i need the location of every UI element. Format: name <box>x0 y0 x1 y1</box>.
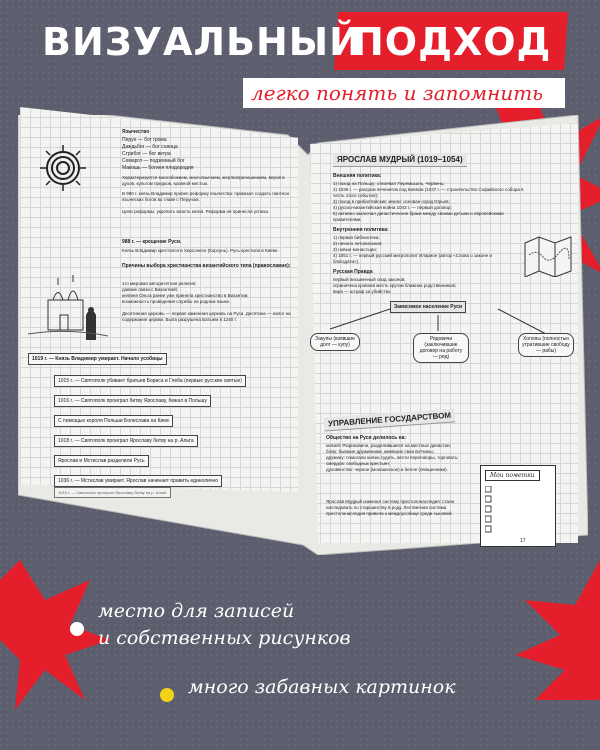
society-item: смердов: свободных крестьян; <box>326 461 390 466</box>
dependents-title: Зависимое население Руси <box>390 301 466 313</box>
society-item: князей: Рюриковичи, разделившиеся на местные династии; <box>326 443 451 448</box>
foreign-item: 1) поход на Польшу: отвоевал Перемышль, Червень; <box>333 181 445 186</box>
reasons-list <box>122 281 292 305</box>
baptism-desc: Князь Владимир крестился в Херсонесе (Корсунь). Русь крестили в Киеве. <box>122 248 279 253</box>
foreign-list <box>333 181 533 223</box>
domestic-item: 2) начало летописания; <box>333 241 383 246</box>
gods-list <box>122 137 272 172</box>
pravda-title: Русская Правда <box>333 269 373 275</box>
succession-text: Ярослав Мудрый изменил систему престолонаследия: стали наследовать по старшинству в роду. Лествичная система престолонаследия привела к междоусобице среди сыновей. <box>326 499 455 516</box>
reform-text-2: Цели реформы: укрепить власть князя. Реформа не принесла успеха. <box>122 209 270 214</box>
domestic-list <box>333 235 513 265</box>
foreign-item: 4) русско-византийская война 1043 г. — первый договор; <box>333 205 452 210</box>
dependents-item: Закупы (взявшие долг — купу) <box>310 333 360 351</box>
domestic-item: 4) 1051 г. — первый русский митрополит Иларион (автор «Слова о законе и благодати»). <box>333 253 492 264</box>
red-burst-left <box>0 560 110 710</box>
gods-item: Макошь — богиня плодородия <box>122 165 194 171</box>
timeline-item: Ярослав и Мстислав разделили Русь <box>54 455 149 467</box>
timeline-item: 1019 г. — Святополк проиграл Ярославу битву на р. Альте <box>54 487 171 498</box>
feature-1-line2: и собственных рисунков <box>98 627 351 649</box>
book-spread <box>18 115 588 555</box>
red-corner-bottom-right <box>505 560 600 700</box>
map-illustration-icon <box>523 233 573 277</box>
society-item: духовенство: черное (монашеское) и белое (священники). <box>326 467 448 472</box>
tithe-church: Десятинная церковь — первая каменная церковь на Руси. Десятина — налог на содержание церкви. Была разрушена Батыем в 1240 г. <box>122 311 291 322</box>
headline-subtitle-box <box>243 78 565 108</box>
checkbox-list-icon <box>485 486 551 542</box>
headline <box>0 0 600 120</box>
gods-item: Семаргл — подземный бог <box>122 158 185 164</box>
reasons-item: это мировая авторитетная религия; <box>122 281 197 286</box>
timeline-item: 1019 г. — Князь Владимир умирает. Начало усобицы <box>28 353 167 365</box>
white-dot-icon <box>70 622 84 636</box>
foreign-item: 5) активно заключал династические браки между своими детьми и европейскими правителями. <box>333 211 504 222</box>
domestic-item: 1) первая библиотека; <box>333 235 380 240</box>
timeline-item: С помощью короля Польши Болеслава на Киев <box>54 415 173 427</box>
society-item: дружину: помогали князю судить, вести переговоры, торговать; <box>326 455 459 460</box>
timeline-item: 1015 г. — Святополк убивает братьев Бориса и Глеба (первые русские святые) <box>54 375 246 387</box>
reform-text: В 980 г. князь Владимир провел реформу язычества: приказал создать пантеон языческих богов во главе с Перуном. <box>122 191 290 202</box>
sun-icon <box>40 145 86 191</box>
paganism-intro: Характеризуется многобожием, многоязычием, жертвоприношением, верой в духов, культом предков, кровной местью. <box>122 175 285 186</box>
domestic-title: Внутренняя политика: <box>333 227 389 233</box>
foreign-title: Внешняя политика: <box>333 173 382 179</box>
domestic-item: 3) новые монастыри; <box>333 247 378 252</box>
society-title: Общество на Руси делилось на: <box>326 435 407 441</box>
feature-2: много забавных картинок <box>188 676 456 698</box>
feature-1-line1: место для записей <box>98 600 295 622</box>
yaroslav-title: ЯРОСЛАВ МУДРЫЙ (1019–1054) <box>333 153 467 167</box>
church-illustration-icon <box>28 270 108 340</box>
gods-item: Перун — бог грома <box>122 137 167 143</box>
dependents-item: Холопы (полностью утратившие свободу — рабы) <box>518 333 574 357</box>
gods-item: Стрибог — бог ветра <box>122 151 171 157</box>
baptism-title: 988 г. — крещение Руси. <box>122 239 182 245</box>
pravda-item: первый письменный свод законов; <box>333 277 406 282</box>
reasons-item: возможность проведения службы на родном языке. <box>122 299 231 304</box>
reasons-item: княгиня Ольга ранее уже приняла христианство в Византии; <box>122 293 249 298</box>
pravda-item: вира — штраф за убийство. <box>333 289 392 294</box>
foreign-item: 2) 1036 г. — разгром печенегов под Киевом (1037 г. — строительство Софийского собора в честь этого события); <box>333 187 524 198</box>
notes-label: Мои пометки <box>485 470 540 481</box>
dependents-item: Рядовичи (заключившие договор на работу — ряд) <box>413 333 469 363</box>
headline-part1: ВИЗУАЛЬНЫЙ <box>42 20 362 64</box>
page-number: 17 <box>520 538 526 544</box>
gods-title: Язычество <box>122 129 150 135</box>
timeline-item: 1016 г. — Святополк проиграл битву Ярославу, бежал в Польшу <box>54 395 211 407</box>
foreign-item: 3) поход в прибалтийские земли: основан город Юрьев; <box>333 199 450 204</box>
timeline-item: 1036 г. — Мстислав умирает. Ярослав начинает править единолично <box>54 475 222 487</box>
headline-subtitle: легко понять и запомнить <box>251 81 544 105</box>
gods-item: Даждьбог — бог солнца <box>122 144 178 150</box>
headline-part2: ПОДХОД <box>352 20 552 64</box>
governance-title: УПРАВЛЕНИЕ ГОСУДАРСТВОМ <box>324 408 456 431</box>
society-item: бояр: бывшие дружинники, имевшие свои вотчины; <box>326 449 434 454</box>
notes-box <box>480 465 556 547</box>
timeline-item: 1018 г. — Святополк проиграл Ярославу битву на р. Альта <box>54 435 198 447</box>
society-list <box>326 443 476 473</box>
yellow-dot-icon <box>160 688 174 702</box>
reasons-title: Причины выбора христианства византийского типа (православие): <box>122 263 291 269</box>
pravda-item: ограничена кровная месть кругом ближних родственников; <box>333 283 457 288</box>
reasons-item: давние связи с Византией; <box>122 287 179 292</box>
pravda-list <box>333 277 533 295</box>
